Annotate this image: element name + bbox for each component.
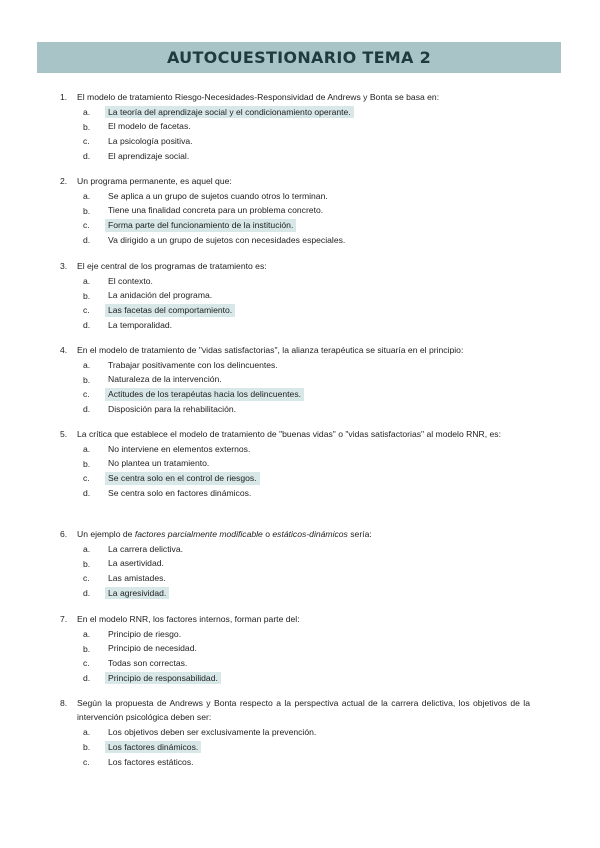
option-letter: b. [83,290,91,301]
option-letter: d. [83,151,91,162]
option-text: El contexto. [108,275,153,286]
option-letter: a. [83,275,91,286]
option-d-correct[interactable] [60,671,530,686]
option-text: Forma parte del funcionamiento de la institución. [105,219,296,232]
option-letter: d. [83,588,91,599]
option-b[interactable] [60,119,530,134]
option-text: Actitudes de los terapéutas hacia los delincuentes. [105,388,304,401]
option-text: Naturaleza de la intervención. [108,374,222,385]
option-letter: a. [83,543,91,554]
question-number: 2. [60,176,68,186]
option-a[interactable] [60,188,530,203]
option-letter: b. [83,374,91,385]
option-c[interactable] [60,134,530,149]
question-text: En el modelo RNR, los factores internos, forman parte del: [77,614,300,624]
option-letter: a. [83,190,91,201]
question-number: 1. [60,92,68,102]
option-letter: a. [83,628,91,639]
question-3 [60,259,530,333]
option-letter: a. [83,443,91,454]
option-a[interactable] [60,357,530,372]
option-text: Se aplica a un grupo de sujetos cuando otros lo terminan. [108,190,328,201]
option-text: No interviene en elementos externos. [108,443,251,454]
option-a-correct[interactable] [60,104,530,119]
title-banner [37,42,561,73]
option-text: Tiene una finalidad concreta para un problema concreto. [108,205,324,216]
question-6 [60,527,530,601]
option-d[interactable] [60,318,530,333]
option-text: La teoría del aprendizaje social y el condicionamiento operante. [105,106,354,119]
question-2 [60,174,530,248]
option-a[interactable] [60,441,530,456]
option-letter: a. [83,359,91,370]
question-number: 7. [60,614,68,624]
option-b[interactable] [60,456,530,471]
option-d[interactable] [60,402,530,417]
option-b[interactable] [60,641,530,656]
option-text: Los objetivos deben ser exclusivamente la prevención. [108,726,317,737]
option-d[interactable] [60,149,530,164]
option-c[interactable] [60,656,530,671]
option-letter: b. [83,205,91,216]
option-letter: b. [83,121,91,132]
option-text: Se centra solo en el control de riesgos. [105,472,260,485]
question-text: Según la propuesta de Andrews y Bonta respecto a la perspectiva actual de la carrera delictiva, los objetivos de la intervención psicológica deben ser: [77,698,530,723]
option-b[interactable] [60,203,530,218]
option-b[interactable] [60,372,530,387]
option-letter: d. [83,404,91,415]
question-4 [60,343,530,417]
option-letter: c. [83,389,90,400]
option-text: Las facetas del comportamiento. [105,304,235,317]
option-text: Principio de responsabilidad. [105,672,221,685]
option-text: La carrera delictiva. [108,543,183,554]
question-8 [60,696,530,769]
option-letter: b. [83,458,91,469]
option-text: La anidación del programa. [108,290,213,301]
option-letter: d. [83,320,91,331]
question-text: En el modelo de tratamiento de "vidas satisfactorias", la alianza terapéutica se situaría en el principio: [77,345,464,355]
option-text: Disposición para la rehabilitación. [108,403,237,414]
option-c[interactable] [60,571,530,586]
option-c-correct[interactable] [60,471,530,486]
option-text: Todas son correctas. [108,658,188,669]
option-letter: c. [83,658,90,669]
option-letter: d. [83,673,91,684]
option-letter: a. [83,106,91,117]
option-c-correct[interactable] [60,303,530,318]
option-letter: c. [83,305,90,316]
option-a[interactable] [60,273,530,288]
option-text: La temporalidad. [108,319,173,330]
question-number: 3. [60,261,68,271]
option-d[interactable] [60,233,530,248]
option-a[interactable] [60,541,530,556]
option-a[interactable] [60,626,530,641]
option-letter: d. [83,235,91,246]
option-c-correct[interactable] [60,218,530,233]
option-text: El modelo de facetas. [108,121,191,132]
question-text: El modelo de tratamiento Riesgo-Necesidades-Responsividad de Andrews y Bonta se basa en: [77,92,440,102]
option-letter: b. [83,558,91,569]
question-number: 6. [60,529,68,539]
question-text: El eje central de los programas de tratamiento es: [77,261,267,271]
option-a[interactable] [60,725,530,740]
option-letter: a. [83,727,91,738]
option-letter: c. [83,220,90,231]
option-text: El aprendizaje social. [108,150,190,161]
question-text: La crítica que establece el modelo de tratamiento de "buenas vidas" o "vidas satisfactorias" al modelo RNR, es: [77,429,501,439]
option-letter: c. [83,573,90,584]
option-text: La psicología positiva. [108,136,193,147]
question-text: Un programa permanente, es aquel que: [77,176,232,186]
question-5 [60,427,530,501]
option-text: La asertividad. [108,558,164,569]
option-text: Trabajar positivamente con los delincuentes. [108,359,278,370]
option-b[interactable] [60,288,530,303]
option-b-correct[interactable] [60,740,530,755]
option-text: Principio de necesidad. [108,643,197,654]
option-d[interactable] [60,486,530,501]
option-letter: c. [83,136,90,147]
question-number: 8. [60,698,68,708]
option-c-correct[interactable] [60,387,530,402]
option-text: Principio de riesgo. [108,628,182,639]
question-7 [60,612,530,686]
question-number: 5. [60,429,68,439]
italic-term: estáticos-dinámicos [272,529,348,539]
option-letter: b. [83,643,91,654]
option-text: La agresividad. [105,587,169,600]
option-text: Va dirigido a un grupo de sujetos con necesidades especiales. [108,234,346,245]
italic-term: factores parcialmente modificable [134,529,263,539]
option-text: No plantea un tratamiento. [108,458,210,469]
option-b[interactable] [60,556,530,571]
option-text: Los factores dinámicos. [105,741,201,754]
option-d-correct[interactable] [60,586,530,601]
question-text: Un ejemplo de factores parcialmente modificable o estáticos-dinámicos sería: [77,529,372,539]
question-1 [60,90,530,164]
option-letter: d. [83,488,91,499]
question-number: 4. [60,345,68,355]
option-letter: c. [83,756,90,767]
option-text: Se centra solo en factores dinámicos. [108,487,252,498]
option-text: Las amistades. [108,573,166,584]
option-text: Los factores estáticos. [108,756,194,767]
option-letter: c. [83,473,90,484]
option-c[interactable] [60,754,530,769]
page-title: AUTOCUESTIONARIO TEMA 2 [166,48,432,67]
option-letter: b. [83,742,91,752]
